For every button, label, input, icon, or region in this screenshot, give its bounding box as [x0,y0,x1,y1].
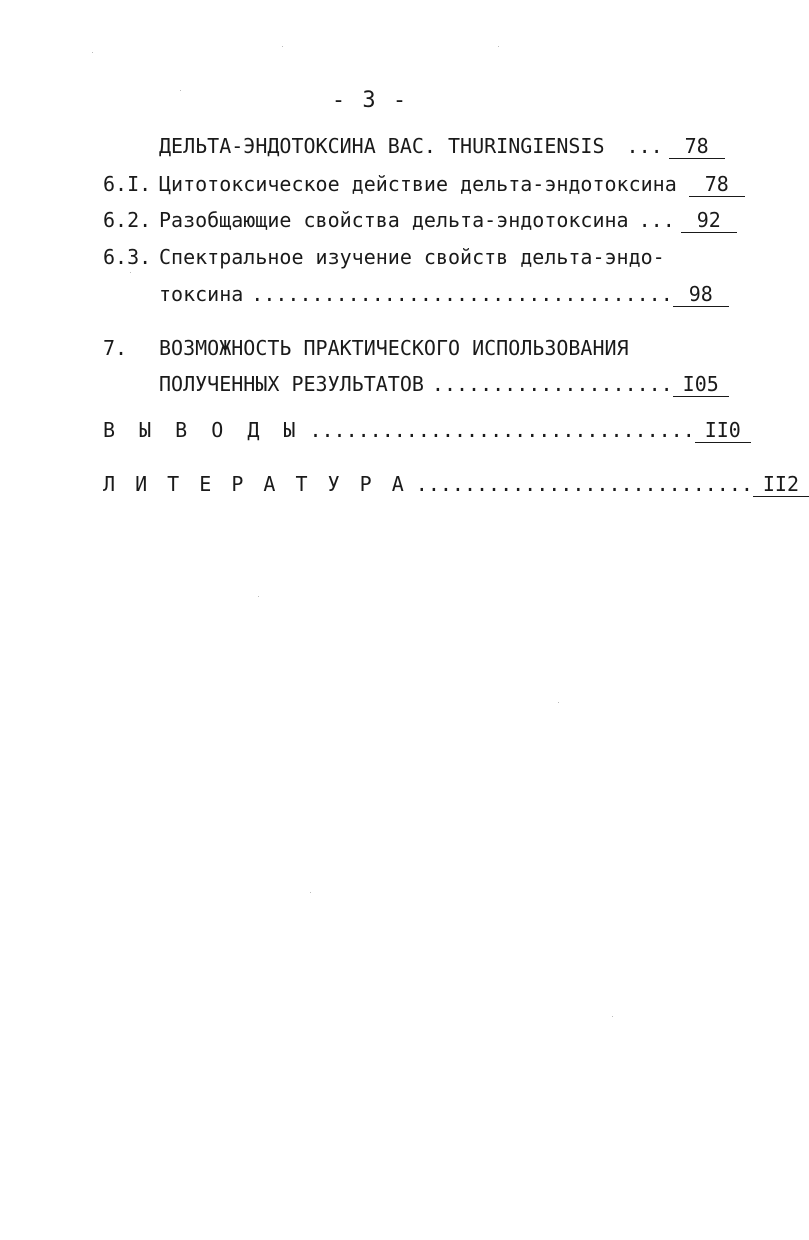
toc-entry-number: 6.3. [103,245,152,269]
toc-entry-leader: ... [638,208,675,232]
toc-entry-7 [103,336,699,364]
toc-entry-leader: .................... [431,372,673,396]
toc-entry-6-2 [103,208,721,236]
scan-speck [498,46,499,47]
scan-speck [92,52,93,53]
toc-entry-page: II0 [695,419,751,443]
toc-entry-title: ПОЛУЧЕННЫХ РЕЗУЛЬТАТОВ [159,372,424,396]
toc-entry-page: 98 [673,283,729,307]
toc-entry-title: ВОЗМОЖНОСТЬ ПРАКТИЧЕСКОГО ИСПОЛЬЗОВАНИЯ [159,336,629,360]
scan-speck [180,90,181,91]
toc-entry-title: Разобщающие свойства дельта-эндотоксина [159,208,629,232]
toc-entry-6-3 [103,245,699,273]
scan-speck [282,46,283,47]
toc-entry-leader: ................................... [251,282,673,306]
toc-entry-references [103,472,799,500]
page-number: - 3 - [331,88,409,113]
toc-entry-number: 6.I. [103,172,152,196]
scan-speck [258,596,259,597]
toc-entry-conclusions [103,418,741,446]
toc-entry-page: 78 [689,173,745,197]
toc-entry-page: 92 [681,209,737,233]
toc-entry-page: 78 [669,135,725,159]
toc-entry-title: В Ы В О Д Ы [103,418,302,442]
toc-entry-6-3-continued [103,282,713,310]
scan-speck [558,702,559,703]
scan-speck [130,272,131,273]
toc-entry-7-continued [103,372,719,400]
toc-entry-6-1 [103,172,729,200]
toc-entry-title: Цитотоксическое действие дельта-эндотоксина [159,172,677,196]
scan-speck [612,1016,613,1017]
toc-entry-title: ДЕЛЬТА-ЭНДОТОКСИНА ВАС. THURINGIENSIS [159,134,605,158]
toc-entry-continuation [103,134,709,162]
toc-entry-title: Л И Т Е Р А Т У Р А [103,472,408,496]
scan-speck [310,892,311,893]
toc-entry-number: 7. [103,336,128,360]
toc-entry-title: Спектральное изучение свойств дельта-эндо- [159,245,665,269]
toc-entry-page: II2 [753,473,809,497]
toc-entry-leader: ............................ [415,472,753,496]
toc-entry-number: 6.2. [103,208,152,232]
toc-entry-page: I05 [673,373,729,397]
toc-entry-leader: ................................ [309,418,695,442]
toc-entry-title: токсина [159,282,244,306]
toc-entry-leader: ... [626,134,663,158]
